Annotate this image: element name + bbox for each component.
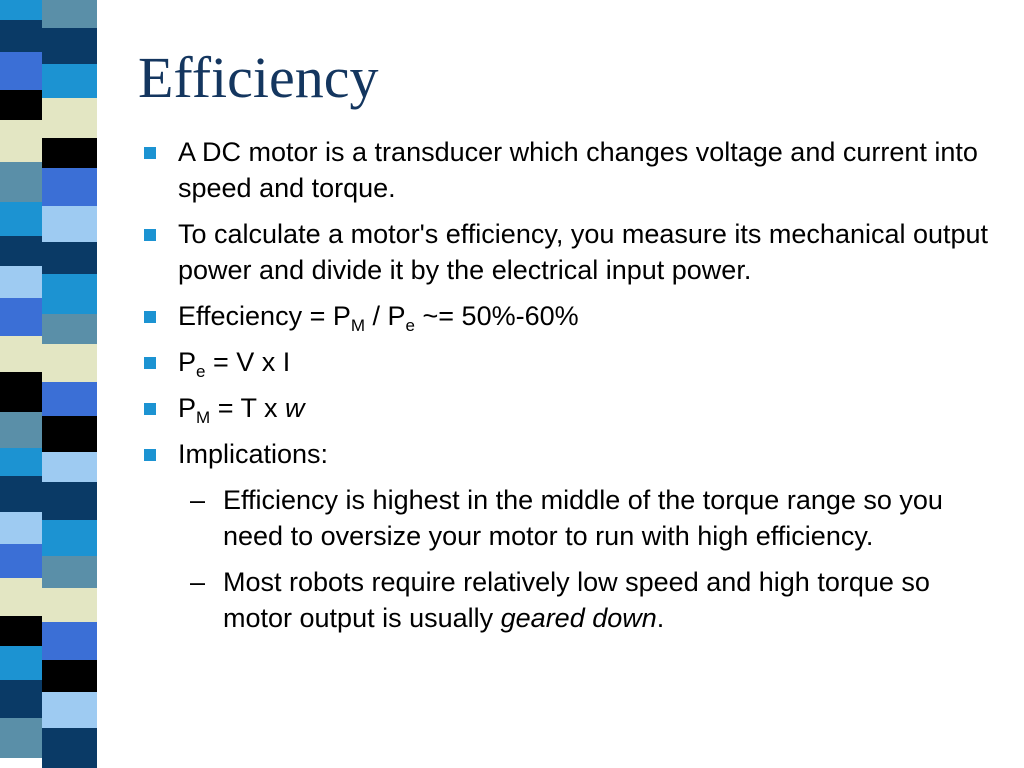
- stripe-segment: [0, 162, 42, 202]
- stripe-segment: [0, 90, 42, 120]
- stripe-segment: [42, 660, 97, 692]
- bullet-text: Implications:: [178, 439, 329, 469]
- stripe-segment: [42, 28, 97, 64]
- stripe-segment: [42, 692, 97, 728]
- stripe-segment: [0, 266, 42, 298]
- bullet-implications: [140, 436, 1000, 472]
- stripe-segment: [42, 64, 97, 98]
- stripe-segment: [42, 588, 97, 622]
- stripe-segment: [42, 482, 97, 520]
- bullet-mechanical-power: [140, 390, 1000, 426]
- stripe-segment: [0, 512, 42, 544]
- stripe-segment: [42, 416, 97, 452]
- bullet-electrical-power: [140, 344, 1000, 380]
- stripe-segment: [0, 0, 42, 20]
- stripe-segment: [42, 242, 97, 274]
- stripe-segment: [42, 728, 97, 768]
- formula-lead: Effeciency = P: [178, 301, 351, 331]
- decorative-stripe-bar: [0, 0, 115, 768]
- stripe-segment: [42, 314, 97, 344]
- stripe-segment: [0, 448, 42, 476]
- stripe-segment: [0, 298, 42, 336]
- formula-mid: / P: [365, 301, 406, 331]
- square-bullet-icon: [144, 449, 156, 461]
- sub-bullet-text: Most robots require relatively low speed and high torque so motor output is usually: [223, 567, 930, 633]
- sub-bullet-text: Efficiency is highest in the middle of the torque range so you need to oversize your motor to run with high efficiency.: [223, 485, 943, 551]
- slide-content: [140, 134, 1000, 646]
- dash-bullet: –: [190, 485, 206, 515]
- square-bullet-icon: [144, 357, 156, 369]
- bullet-text: A DC motor is a transducer which changes voltage and current into speed and torque.: [178, 137, 978, 203]
- stripe-segment: [42, 0, 97, 28]
- stripe-segment: [0, 336, 42, 372]
- stripe-segment: [42, 168, 97, 206]
- stripe-segment: [42, 98, 97, 138]
- stripe-segment: [0, 20, 42, 52]
- formula-subscript-e: e: [196, 362, 206, 381]
- stripe-segment: [0, 236, 42, 266]
- stripe-segment: [42, 382, 97, 416]
- stripe-segment: [0, 578, 42, 616]
- sub-bullet-tail: .: [656, 603, 665, 633]
- formula-lead: P: [178, 393, 197, 423]
- formula-tail: ~= 50%-60%: [415, 301, 579, 331]
- stripe-segment: [0, 680, 42, 718]
- stripe-segment: [0, 616, 42, 646]
- stripe-segment: [0, 718, 42, 758]
- stripe-segment: [0, 52, 42, 90]
- sub-bullet-oversize: [140, 482, 1000, 554]
- stripe-segment: [0, 476, 42, 512]
- stripe-segment: [42, 520, 97, 556]
- stripe-segment: [0, 120, 42, 162]
- formula-tail: = V x I: [205, 347, 291, 377]
- stripe-segment: [42, 206, 97, 242]
- stripe-column-right: [42, 0, 97, 768]
- stripe-segment: [0, 372, 42, 412]
- stripe-segment: [0, 646, 42, 680]
- square-bullet-icon: [144, 147, 156, 159]
- stripe-segment: [42, 452, 97, 482]
- formula-mid: = T x: [210, 393, 285, 423]
- formula-subscript-e: e: [405, 316, 416, 335]
- formula-lead: P: [178, 347, 197, 377]
- stripe-segment: [42, 622, 97, 660]
- stripe-segment: [0, 412, 42, 448]
- bullet-calculate-efficiency: [140, 216, 1000, 288]
- bullet-dc-motor: [140, 134, 1000, 206]
- stripe-segment: [0, 202, 42, 236]
- stripe-segment: [0, 544, 42, 578]
- sub-bullet-geared-down: [140, 564, 1000, 636]
- stripe-segment: [42, 344, 97, 382]
- formula-subscript-m: M: [196, 408, 211, 427]
- bullet-efficiency-formula: [140, 298, 1000, 334]
- dash-bullet: –: [190, 567, 206, 597]
- sub-bullet-italic: geared down: [500, 603, 657, 633]
- stripe-column-left: [0, 0, 42, 768]
- square-bullet-icon: [144, 311, 156, 323]
- slide-title: Efficiency: [138, 45, 379, 110]
- formula-subscript-m: M: [350, 316, 366, 335]
- square-bullet-icon: [144, 229, 156, 241]
- square-bullet-icon: [144, 403, 156, 415]
- stripe-segment: [42, 274, 97, 314]
- bullet-text: To calculate a motor's efficiency, you measure its mechanical output power and divide it by the electrical input power.: [178, 219, 989, 285]
- stripe-segment: [42, 138, 97, 168]
- stripe-segment: [42, 556, 97, 588]
- formula-omega: w: [284, 393, 305, 423]
